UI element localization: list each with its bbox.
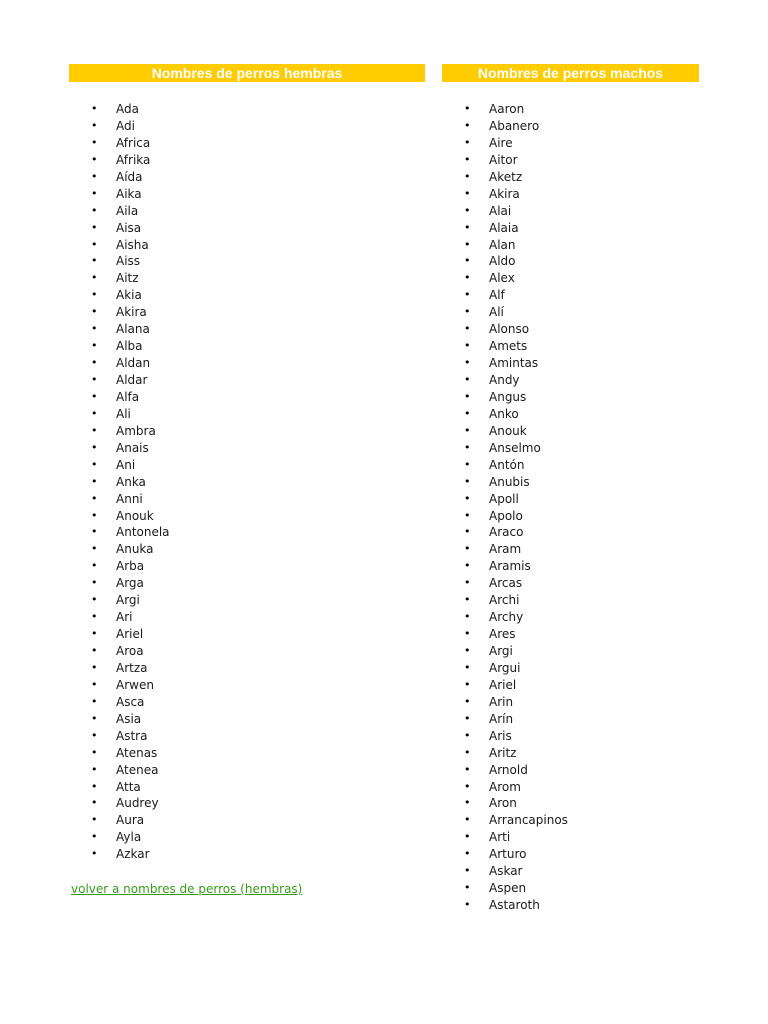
list-item xyxy=(69,660,425,677)
name-text: Atta xyxy=(116,779,141,794)
bullet-icon: • xyxy=(464,169,471,183)
name-text: Alí xyxy=(489,305,504,320)
list-item xyxy=(69,237,425,254)
list-item xyxy=(442,118,699,135)
list-item xyxy=(69,186,425,203)
bullet-icon: • xyxy=(91,694,98,708)
list-item xyxy=(442,558,699,575)
bullet-icon: • xyxy=(464,779,471,793)
bullet-icon: • xyxy=(91,830,98,844)
bullet-icon: • xyxy=(91,102,98,115)
list-item xyxy=(442,677,699,694)
bullet-icon: • xyxy=(464,254,471,268)
bullet-icon: • xyxy=(464,847,471,861)
list-item xyxy=(69,524,425,541)
list-item xyxy=(442,169,699,186)
name-text: Africa xyxy=(116,135,151,150)
name-text: Alfa xyxy=(116,389,140,404)
bullet-icon: • xyxy=(91,474,98,488)
name-text: Aire xyxy=(489,135,513,150)
bullet-icon: • xyxy=(464,118,471,132)
bullet-icon: • xyxy=(464,660,471,674)
name-text: Ada xyxy=(116,102,139,116)
bullet-icon: • xyxy=(464,881,471,895)
bullet-icon: • xyxy=(91,271,98,285)
bullet-icon: • xyxy=(91,711,98,725)
bullet-icon: • xyxy=(91,508,98,522)
bullet-icon: • xyxy=(464,542,471,556)
name-text: Archy xyxy=(489,610,524,625)
male-names-list xyxy=(442,101,699,914)
bullet-icon: • xyxy=(91,288,98,302)
name-text: Atenea xyxy=(116,762,159,777)
name-text: Aitor xyxy=(489,152,518,167)
bullet-icon: • xyxy=(464,457,471,471)
bullet-icon: • xyxy=(91,542,98,556)
bullet-icon: • xyxy=(91,457,98,471)
list-item xyxy=(69,253,425,270)
name-text: Astra xyxy=(116,728,148,743)
bullet-icon: • xyxy=(91,339,98,353)
bullet-icon: • xyxy=(91,423,98,437)
name-text: Ambra xyxy=(116,423,156,438)
list-item xyxy=(442,304,699,321)
list-item xyxy=(69,541,425,558)
bullet-icon: • xyxy=(464,762,471,776)
name-text: Amets xyxy=(489,339,528,354)
bullet-icon: • xyxy=(464,576,471,590)
list-item xyxy=(69,389,425,406)
bullet-icon: • xyxy=(464,423,471,437)
list-item xyxy=(442,812,699,829)
bullet-icon: • xyxy=(91,576,98,590)
name-text: Arcas xyxy=(489,576,523,591)
bullet-icon: • xyxy=(464,322,471,336)
bullet-icon: • xyxy=(464,745,471,759)
list-item xyxy=(69,101,425,118)
bullet-icon: • xyxy=(91,593,98,607)
list-item xyxy=(69,711,425,728)
name-text: Aldar xyxy=(116,373,148,387)
list-item xyxy=(442,728,699,745)
list-item xyxy=(69,626,425,643)
list-item xyxy=(69,795,425,812)
name-text: Adi xyxy=(116,118,135,133)
list-item xyxy=(69,677,425,694)
list-item xyxy=(442,220,699,237)
name-text: Aramis xyxy=(489,559,531,574)
male-names-header: Nombres de perros machos xyxy=(442,64,699,82)
name-text: Askar xyxy=(489,864,523,879)
list-item xyxy=(442,575,699,592)
bullet-icon: • xyxy=(464,305,471,319)
list-item xyxy=(442,626,699,643)
name-text: Ayla xyxy=(116,830,142,845)
name-text: Aisa xyxy=(116,220,142,235)
female-names-header: Nombres de perros hembras xyxy=(69,64,425,82)
name-text: Aída xyxy=(116,169,143,184)
bullet-icon: • xyxy=(464,898,471,912)
list-item xyxy=(442,253,699,270)
list-item xyxy=(442,440,699,457)
name-text: Alana xyxy=(116,322,150,337)
name-text: Arga xyxy=(116,576,144,591)
name-text: Akia xyxy=(116,288,142,303)
name-text: Aisha xyxy=(116,237,149,252)
list-item xyxy=(442,355,699,372)
name-text: Artza xyxy=(116,660,148,675)
list-item xyxy=(442,745,699,762)
name-text: Alai xyxy=(489,203,512,218)
bullet-icon: • xyxy=(91,559,98,573)
list-item xyxy=(442,508,699,525)
list-item xyxy=(69,440,425,457)
name-text: Ariel xyxy=(489,677,517,692)
list-item xyxy=(69,372,425,389)
name-text: Aritz xyxy=(489,745,517,760)
list-item xyxy=(442,389,699,406)
bullet-icon: • xyxy=(91,610,98,624)
name-text: Anuka xyxy=(116,542,154,557)
name-text: Argui xyxy=(489,660,521,675)
bullet-icon: • xyxy=(91,169,98,183)
name-text: Aroa xyxy=(116,644,144,658)
bullet-icon: • xyxy=(91,779,98,793)
list-item xyxy=(442,863,699,880)
bullet-icon: • xyxy=(91,135,98,149)
name-text: Ani xyxy=(116,457,136,472)
name-text: Antón xyxy=(489,457,525,472)
name-text: Astaroth xyxy=(489,898,540,913)
bullet-icon: • xyxy=(464,610,471,624)
bullet-icon: • xyxy=(464,830,471,844)
bullet-icon: • xyxy=(464,593,471,607)
bullet-icon: • xyxy=(91,847,98,861)
list-item xyxy=(69,355,425,372)
bullet-icon: • xyxy=(464,220,471,234)
bullet-icon: • xyxy=(464,627,471,641)
list-item xyxy=(442,846,699,863)
list-item xyxy=(69,270,425,287)
bullet-icon: • xyxy=(91,305,98,319)
name-text: Arturo xyxy=(489,847,527,862)
bullet-icon: • xyxy=(91,525,98,539)
name-text: Apolo xyxy=(489,508,523,523)
bullet-icon: • xyxy=(464,356,471,370)
list-item xyxy=(442,541,699,558)
list-item xyxy=(442,762,699,779)
bullet-icon: • xyxy=(91,728,98,742)
bullet-icon: • xyxy=(91,118,98,132)
list-item xyxy=(442,795,699,812)
list-item xyxy=(442,423,699,440)
name-text: Aspen xyxy=(489,881,527,896)
female-names-column xyxy=(69,64,425,863)
list-item xyxy=(442,287,699,304)
list-item xyxy=(442,406,699,423)
name-text: Anni xyxy=(116,491,143,506)
list-item xyxy=(442,609,699,626)
bullet-icon: • xyxy=(91,406,98,420)
bullet-icon: • xyxy=(464,864,471,878)
name-text: Alex xyxy=(489,271,515,286)
list-item xyxy=(69,321,425,338)
name-text: Alonso xyxy=(489,322,530,337)
bullet-icon: • xyxy=(464,694,471,708)
list-item xyxy=(442,491,699,508)
list-item xyxy=(69,592,425,609)
list-item xyxy=(69,203,425,220)
bullet-icon: • xyxy=(91,813,98,827)
list-item xyxy=(442,592,699,609)
bullet-icon: • xyxy=(91,644,98,657)
name-text: Aram xyxy=(489,542,522,557)
name-text: Alan xyxy=(489,237,516,252)
name-text: Aitz xyxy=(116,271,139,286)
bullet-icon: • xyxy=(464,796,471,810)
name-text: Arwen xyxy=(116,677,154,692)
name-text: Apoll xyxy=(489,491,519,506)
list-item xyxy=(69,609,425,626)
name-text: Argi xyxy=(116,593,140,608)
list-item xyxy=(442,779,699,796)
bullet-icon: • xyxy=(464,677,471,691)
list-item xyxy=(442,338,699,355)
bullet-icon: • xyxy=(464,271,471,285)
list-item xyxy=(69,846,425,863)
bullet-icon: • xyxy=(91,796,98,810)
bullet-icon: • xyxy=(464,237,471,251)
list-item xyxy=(442,643,699,660)
name-text: Aketz xyxy=(489,169,523,184)
bullet-icon: • xyxy=(91,677,98,691)
bullet-icon: • xyxy=(91,745,98,759)
bullet-icon: • xyxy=(91,373,98,386)
bullet-icon: • xyxy=(464,440,471,454)
list-item xyxy=(69,491,425,508)
list-item xyxy=(69,474,425,491)
bullet-icon: • xyxy=(464,491,471,505)
name-text: Abanero xyxy=(489,118,540,133)
name-text: Amintas xyxy=(489,356,539,371)
list-item xyxy=(442,711,699,728)
list-item xyxy=(442,457,699,474)
back-to-female-names-link[interactable]: volver a nombres de perros (hembras) xyxy=(71,882,303,896)
list-item xyxy=(69,457,425,474)
list-item xyxy=(69,812,425,829)
name-text: Azkar xyxy=(116,847,150,862)
name-text: Arti xyxy=(489,830,511,845)
bullet-icon: • xyxy=(91,440,98,454)
list-item xyxy=(442,524,699,541)
name-text: Arrancapinos xyxy=(489,813,568,828)
list-item xyxy=(69,423,425,440)
name-text: Arba xyxy=(116,559,145,574)
name-text: Aron xyxy=(489,796,517,811)
name-text: Arnold xyxy=(489,762,528,777)
list-item xyxy=(69,304,425,321)
bullet-icon: • xyxy=(464,288,471,302)
list-item xyxy=(69,118,425,135)
name-text: Aila xyxy=(116,203,139,218)
name-text: Anouk xyxy=(489,423,527,438)
name-text: Anais xyxy=(116,440,149,455)
bullet-icon: • xyxy=(91,254,98,268)
name-text: Alba xyxy=(116,339,143,354)
bullet-icon: • xyxy=(464,559,471,573)
name-text: Arin xyxy=(489,694,514,709)
list-item xyxy=(69,745,425,762)
bullet-icon: • xyxy=(464,644,471,657)
bullet-icon: • xyxy=(91,356,98,370)
name-text: Aika xyxy=(116,186,142,201)
bullet-icon: • xyxy=(464,474,471,488)
bullet-icon: • xyxy=(91,627,98,641)
list-item xyxy=(442,101,699,118)
list-item xyxy=(442,880,699,897)
bullet-icon: • xyxy=(464,135,471,149)
name-text: Anouk xyxy=(116,508,154,523)
bullet-icon: • xyxy=(464,389,471,403)
name-text: Ares xyxy=(489,627,516,642)
name-text: Audrey xyxy=(116,796,159,811)
name-text: Arín xyxy=(489,711,514,726)
list-item xyxy=(69,558,425,575)
bullet-icon: • xyxy=(464,152,471,166)
bullet-icon: • xyxy=(91,220,98,234)
list-item xyxy=(69,152,425,169)
female-names-list xyxy=(69,101,425,863)
list-item xyxy=(442,372,699,389)
bullet-icon: • xyxy=(464,728,471,742)
list-item xyxy=(69,829,425,846)
list-item xyxy=(69,694,425,711)
name-text: Afrika xyxy=(116,152,151,167)
list-item xyxy=(442,237,699,254)
bullet-icon: • xyxy=(464,339,471,353)
name-text: Aiss xyxy=(116,254,141,269)
bullet-icon: • xyxy=(91,203,98,217)
list-item xyxy=(69,220,425,237)
list-item xyxy=(442,135,699,152)
name-text: Akira xyxy=(116,305,147,320)
list-item xyxy=(442,694,699,711)
bullet-icon: • xyxy=(91,491,98,505)
name-text: Argi xyxy=(489,644,513,658)
name-text: Asia xyxy=(116,711,142,726)
name-text: Archi xyxy=(489,593,520,608)
bullet-icon: • xyxy=(464,525,471,539)
name-text: Anka xyxy=(116,474,146,489)
bullet-icon: • xyxy=(91,237,98,251)
name-text: Aldan xyxy=(116,356,151,371)
list-item xyxy=(69,406,425,423)
bullet-icon: • xyxy=(464,373,471,386)
list-item xyxy=(69,135,425,152)
list-item xyxy=(442,152,699,169)
bullet-icon: • xyxy=(91,186,98,200)
bullet-icon: • xyxy=(91,660,98,674)
bullet-icon: • xyxy=(464,102,471,115)
name-text: Aura xyxy=(116,813,145,828)
list-item xyxy=(442,660,699,677)
list-item xyxy=(69,643,425,660)
name-text: Angus xyxy=(489,389,527,404)
bullet-icon: • xyxy=(464,508,471,522)
name-text: Alaia xyxy=(489,220,519,235)
list-item xyxy=(69,287,425,304)
list-item xyxy=(442,186,699,203)
list-item xyxy=(442,270,699,287)
list-item xyxy=(69,762,425,779)
name-text: Alf xyxy=(489,288,505,303)
name-text: Anselmo xyxy=(489,440,541,455)
name-text: Asca xyxy=(116,694,145,709)
name-text: Akira xyxy=(489,186,520,201)
bullet-icon: • xyxy=(91,152,98,166)
list-item xyxy=(69,169,425,186)
name-text: Aldo xyxy=(489,254,516,269)
bullet-icon: • xyxy=(464,406,471,420)
bullet-icon: • xyxy=(464,186,471,200)
name-text: Anubis xyxy=(489,474,530,489)
name-text: Anko xyxy=(489,406,519,421)
list-item xyxy=(442,829,699,846)
list-item xyxy=(69,779,425,796)
list-item xyxy=(442,474,699,491)
name-text: Andy xyxy=(489,373,520,387)
list-item xyxy=(442,897,699,914)
list-item xyxy=(442,321,699,338)
male-names-column xyxy=(442,64,699,914)
name-text: Antonela xyxy=(116,525,170,540)
list-item xyxy=(69,508,425,525)
name-text: Araco xyxy=(489,525,524,540)
list-item xyxy=(442,203,699,220)
list-item xyxy=(69,338,425,355)
bullet-icon: • xyxy=(91,389,98,403)
list-item xyxy=(69,575,425,592)
bullet-icon: • xyxy=(91,762,98,776)
bullet-icon: • xyxy=(91,322,98,336)
name-text: Arom xyxy=(489,779,521,794)
name-text: Aaron xyxy=(489,102,525,116)
bullet-icon: • xyxy=(464,711,471,725)
name-text: Aris xyxy=(489,728,512,743)
name-text: Ariel xyxy=(116,627,144,642)
bullet-icon: • xyxy=(464,813,471,827)
name-text: Ari xyxy=(116,610,133,625)
name-text: Ali xyxy=(116,406,131,421)
name-text: Atenas xyxy=(116,745,158,760)
list-item xyxy=(69,728,425,745)
bullet-icon: • xyxy=(464,203,471,217)
